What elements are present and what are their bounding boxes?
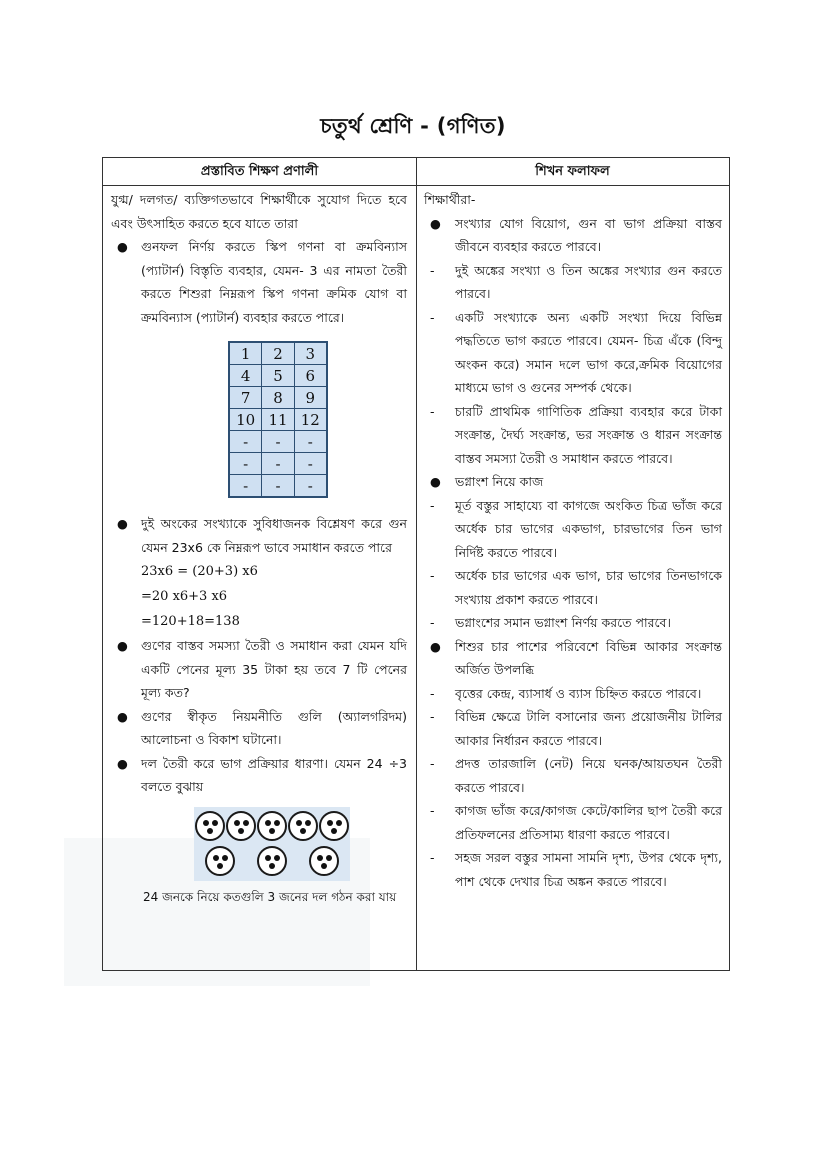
equation-line: =20 x6+3 x6 (141, 589, 228, 604)
page-title: চতুর্থ শ্রেণি - (গণিত) (320, 114, 506, 138)
equation-line: 23x6 = (20+3) x6 (141, 564, 258, 579)
bullet-icon: ● (117, 239, 128, 254)
list-item-text: বিভিন্ন ক্ষেত্রে টালি বসানোর জন্য প্রয়োজনীয় টালির আকার নির্ধারন করতে পারবে। (455, 709, 722, 748)
right-intro: শিক্ষার্থীরা- (424, 192, 476, 207)
group-circle-icon (309, 846, 339, 876)
list-item (424, 705, 722, 752)
list-item (424, 400, 722, 471)
group-circle-icon (226, 811, 256, 841)
list-item (111, 235, 407, 329)
curriculum-table (102, 157, 730, 971)
group-circle-icon (257, 811, 287, 841)
bullet-icon: ● (430, 474, 441, 489)
grid-cell: - (294, 475, 327, 498)
list-item (111, 512, 407, 559)
list-item-text: একটি সংখ্যাকে অন্য একটি সংখ্যা দিয়ে বিভিন্ন পদ্ধতিতে ভাগ করতে পারবে। যেমন- চিত্র এঁকে (বিন্দু অংকন করে) সমান দলে ভাগ করে,ক্রমিক বিয়োগের মাধ্যমে ভাগ ও গুনের সম্পর্ক থেকে। (455, 309, 722, 395)
grid-cell: 6 (294, 365, 327, 387)
column-divider (416, 158, 417, 970)
list-item-text: ভগ্নাংশের সমান ভগ্নাংশ নির্ণয় করতে পারবে। (455, 615, 671, 630)
list-item (424, 846, 722, 893)
header-divider (103, 185, 729, 186)
list-item (424, 611, 722, 635)
grid-cell: - (262, 453, 294, 475)
list-item (111, 634, 407, 705)
grid-cell: - (229, 431, 262, 453)
list-item-text: কাগজ ভাঁজ করে/কাগজ কেটে/কালির ছাপ তৈরী করে প্রতিফলনের প্রতিসাম্য ধারণা করতে পারবে। (455, 803, 722, 842)
list-item (111, 752, 407, 799)
grid-cell: 4 (229, 365, 262, 387)
list-item (424, 306, 722, 400)
dash-marker: - (430, 568, 435, 583)
dash-marker: - (430, 756, 435, 771)
list-item-text: প্রদত্ত তারজালি (নেট) নিয়ে ঘনক/আয়তঘন তৈরী করতে পারবে। (455, 756, 722, 795)
dash-marker: - (430, 709, 435, 724)
dash-marker: - (430, 497, 435, 513)
list-item-text: অর্ধেক চার ভাগের এক ভাগ, চার ভাগের তিনভাগকে সংখ্যায় প্রকাশ করতে পারবে। (455, 568, 722, 607)
list-item (424, 470, 722, 494)
group-circle-icon (205, 846, 235, 876)
grid-cell: - (262, 475, 294, 498)
grid-cell: 10 (229, 409, 262, 431)
grid-row (229, 365, 327, 387)
grid-cell: 2 (262, 342, 294, 365)
group-circle-icon (319, 811, 349, 841)
list-item-text: মূর্ত বস্তুর সাহায্যে বা কাগজে অংকিত চিত্র ভাঁজ করে অর্ধেক চার ভাগের একভাগ, চারভাগের তিন ভাগ নির্দিষ্ট করতে পারবে। (455, 497, 722, 560)
grid-cell: 7 (229, 387, 262, 409)
dash-marker: - (430, 403, 435, 419)
teaching-method-column (111, 188, 407, 907)
equation-line: =120+18=138 (141, 614, 240, 629)
bullet-icon: ● (430, 638, 441, 654)
list-item-text: গুনফল নির্ণয় করতে স্কিপ গণনা বা ক্রমবিন্যাস (প্যাটার্ন) বিস্তৃতি ব্যবহার, যেমন- 3 এর নামতা তৈরী করতে শিশুরা নিম্নরূপ স্কিপ গণনা ক্রমিক যোগ বা ক্রমবিন্যাস (প্যাটার্ন) ব্যবহার করতে পারে। (141, 239, 407, 325)
bullet-icon: ● (117, 755, 128, 771)
bullet-icon: ● (117, 516, 128, 531)
figure-caption: 24 জনকে নিয়ে কতগুলি 3 জনের দল গঠন করা যায় (143, 889, 397, 904)
grid-row (229, 409, 327, 431)
learning-outcome-column (424, 188, 722, 893)
dash-marker: - (430, 850, 435, 865)
list-item (424, 259, 722, 306)
group-circles-figure (194, 807, 350, 881)
list-item (111, 705, 407, 752)
grid-cell: - (294, 453, 327, 475)
list-item-text: বৃত্তের কেন্দ্র, ব্যাসার্ধ ও ব্যাস চিহ্নিত করতে পারবে। (455, 685, 702, 701)
list-item-text: দল তৈরী করে ভাগ প্রক্রিয়ার ধারণা। যেমন 24 ÷3 বলতে বুঝায় (141, 755, 407, 794)
dash-marker: - (430, 615, 435, 630)
list-item-text: ভগ্নাংশ নিয়ে কাজ (455, 474, 544, 489)
skip-count-grid (228, 341, 328, 498)
grid-cell: - (262, 431, 294, 453)
list-item (424, 564, 722, 611)
header-teaching-method: প্রস্তাবিত শিক্ষণ প্রণালী (200, 164, 319, 179)
list-item-text: গুণের বাস্তব সমস্যা তৈরী ও সমাধান করা যেমন যদি একটি পেনের মূল্য 35 টাকা হয় তবে 7 টি পেনের মূল্য কত? (141, 638, 407, 700)
group-circle-icon (288, 811, 318, 841)
bullet-icon: ● (117, 638, 128, 653)
grid-cell: - (229, 475, 262, 498)
list-item (424, 799, 722, 846)
list-item-text: সহজ সরল বস্তুর সামনা সামনি দৃশ্য, উপর থেকে দৃশ্য, পাশ থেকে দেখার চিত্র অঙ্কন করতে পারবে। (455, 850, 722, 889)
grid-row (229, 431, 327, 453)
grid-row (229, 342, 327, 365)
dash-marker: - (430, 685, 435, 701)
grid-cell: 3 (294, 342, 327, 365)
list-item-text: দুই অঙ্কের সংখ্যা ও তিন অঙ্কের সংখ্যার গুন করতে পারবে। (455, 262, 722, 301)
list-item (424, 494, 722, 565)
grid-row (229, 453, 327, 475)
grid-cell: 12 (294, 409, 327, 431)
grid-cell: 11 (262, 409, 294, 431)
bullet-icon: ● (117, 708, 128, 724)
list-item-text: চারটি প্রাথমিক গাণিতিক প্রক্রিয়া ব্যবহার করে টাকা সংক্রান্ত, দৈর্ঘ্য সংক্রান্ত, ভর সংক্রান্ত ও ধারন সংক্রান্ত বাস্তব সমস্যা তৈরী ও সমাধান করতে পারবে। (455, 403, 722, 466)
grid-cell: 5 (262, 365, 294, 387)
list-item-text: দুই অংকের সংখ্যাকে সুবিধাজনক বিশ্লেষণ করে গুন যেমন 23x6 কে নিম্নরূপ ভাবে সমাধান করতে পারে (141, 516, 407, 555)
dash-marker: - (430, 309, 435, 325)
dash-marker: - (430, 803, 435, 818)
list-item-text: গুণের স্বীকৃত নিয়মনীতি গুলি (অ্যালগরিদম) আলোচনা ও বিকাশ ঘটানো। (141, 708, 407, 747)
list-item-text: শিশুর চার পাশের পরিবেশে বিভিন্ন আকার সংক্রান্ত অর্জিত উপলব্ধি (455, 638, 722, 677)
bullet-icon: ● (430, 215, 441, 231)
grid-cell: 1 (229, 342, 262, 365)
group-circle-icon (257, 846, 287, 876)
grid-row (229, 387, 327, 409)
list-item (424, 682, 722, 706)
grid-cell: 8 (262, 387, 294, 409)
list-item (424, 212, 722, 259)
grid-cell: - (229, 453, 262, 475)
grid-row (229, 475, 327, 498)
dash-marker: - (430, 262, 435, 278)
group-circle-icon (195, 811, 225, 841)
list-item (424, 752, 722, 799)
list-item (424, 635, 722, 682)
left-intro: যুগ্ম/ দলগত/ ব্যক্তিগতভাবে শিক্ষার্থীকে সুযোগ দিতে হবে এবং উৎসাহিত করতে হবে যাতে তারা (111, 192, 407, 231)
header-learning-outcome: শিখন ফলাফল (535, 164, 610, 179)
grid-cell: - (294, 431, 327, 453)
grid-cell: 9 (294, 387, 327, 409)
list-item-text: সংখ্যার যোগ বিয়োগ, গুন বা ভাগ প্রক্রিয়া বাস্তব জীবনে ব্যবহার করতে পারবে। (455, 215, 722, 254)
